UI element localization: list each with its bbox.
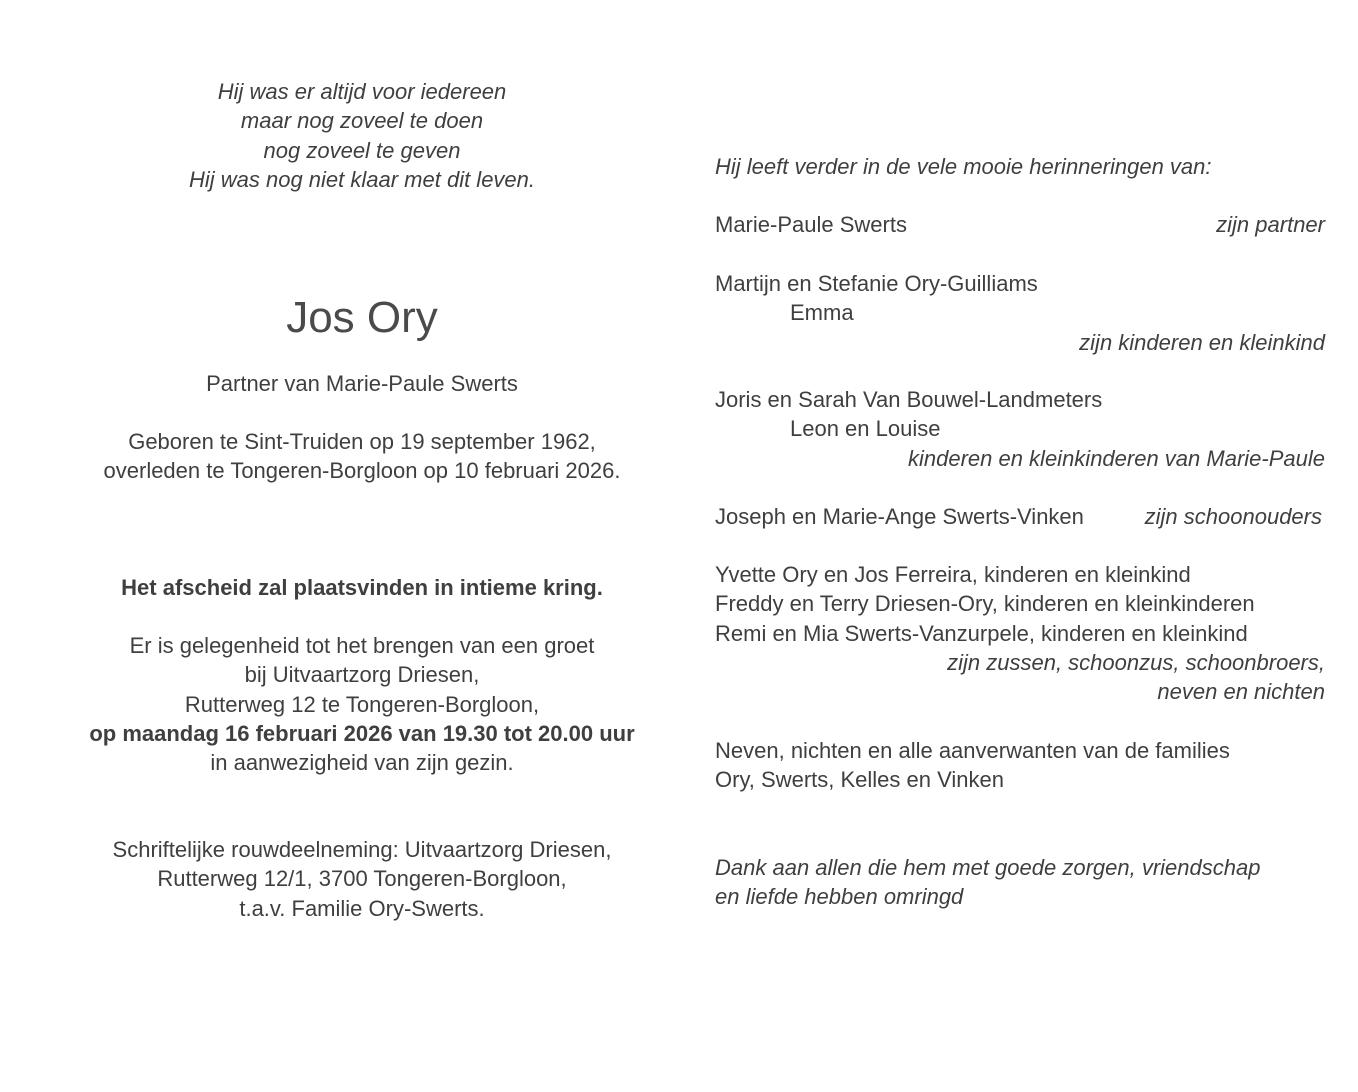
sibling-line: Remi en Mia Swerts-Vanzurpele, kinderen en kleinkind: [715, 620, 1248, 646]
stepchildren-entry: [715, 385, 1325, 473]
born-line: Geboren te Sint-Truiden op 19 september 1962,: [128, 429, 596, 454]
deceased-name: Jos Ory: [286, 293, 438, 342]
visitation-line: Er is gelegenheid tot het brengen van een groet: [129, 633, 595, 658]
visitation-info: [60, 631, 664, 777]
condolence-line: Rutterweg 12/1, 3700 Tongeren-Borgloon,: [157, 866, 567, 892]
thanks-line: en liefde hebben omringd: [715, 884, 964, 910]
partner-line: Partner van Marie-Paule Swerts: [206, 371, 518, 396]
siblings-relation: zijn zussen, schoonzus, schoonbroers,: [947, 649, 1325, 675]
children-relation: zijn kinderen en kleinkind: [1079, 329, 1325, 355]
condolence-line: Schriftelijke rouwdeelneming: Uitvaartzorg Driesen,: [112, 837, 612, 862]
partner-name: Marie-Paule Swerts: [715, 212, 907, 237]
sibling-line: Yvette Ory en Jos Ferreira, kinderen en kleinkind: [715, 562, 1191, 587]
thanks-line: Dank aan allen die hem met goede zorgen, vriendschap: [715, 855, 1261, 880]
poem: [60, 77, 664, 194]
poem-line: maar nog zoveel te doen: [240, 108, 484, 134]
visitation-line: Rutterweg 12 te Tongeren-Borgloon,: [184, 691, 540, 717]
children-names: Martijn en Stefanie Ory-Guilliams: [715, 271, 1038, 296]
poem-line: Hij was er altijd voor iedereen: [217, 79, 507, 104]
siblings-entry: [715, 560, 1325, 706]
died-line: overleden te Tongeren-Borgloon op 10 februari 2026.: [103, 458, 621, 484]
in-laws-names: Joseph en Marie-Ange Swerts-Vinken: [715, 504, 1084, 529]
stepchildren-relation: kinderen en kleinkinderen van Marie-Paule: [907, 445, 1325, 471]
relatives-entry: [715, 736, 1325, 795]
in-laws-relation: zijn schoonouders: [1144, 504, 1322, 529]
stepchildren-names: Joris en Sarah Van Bouwel-Landmeters: [715, 387, 1103, 412]
grandchild-name: Emma: [790, 300, 854, 326]
condolence-address: [60, 835, 664, 923]
visitation-line: bij Uitvaartzorg Driesen,: [244, 662, 480, 688]
children-entry: [715, 269, 1325, 357]
relatives-line: Ory, Swerts, Kelles en Vinken: [715, 767, 1004, 793]
birth-death-info: [60, 427, 664, 486]
poem-line: Hij was nog niet klaar met dit leven.: [188, 166, 536, 192]
visitation-date: op maandag 16 februari 2026 van 19.30 tot 20.00 uur: [89, 720, 635, 746]
farewell-headline: Het afscheid zal plaatsvinden in intieme kring.: [121, 575, 603, 600]
partner-relation: zijn partner: [1216, 212, 1325, 237]
family-intro: Hij leeft verder in de vele mooie herinneringen van:: [715, 154, 1212, 179]
step-grandchildren-names: Leon en Louise: [790, 416, 941, 442]
relatives-line: Neven, nichten en alle aanverwanten van de families: [715, 738, 1230, 763]
siblings-relation: neven en nichten: [1157, 679, 1325, 705]
sibling-line: Freddy en Terry Driesen-Ory, kinderen en kleinkinderen: [715, 591, 1255, 617]
in-laws-entry: [715, 502, 1325, 531]
partner-entry: [715, 210, 1325, 239]
thanks-note: [715, 853, 1325, 912]
visitation-line: in aanwezigheid van zijn gezin.: [210, 750, 514, 776]
poem-line: nog zoveel te geven: [263, 137, 461, 163]
condolence-line: t.a.v. Familie Ory-Swerts.: [239, 895, 485, 921]
